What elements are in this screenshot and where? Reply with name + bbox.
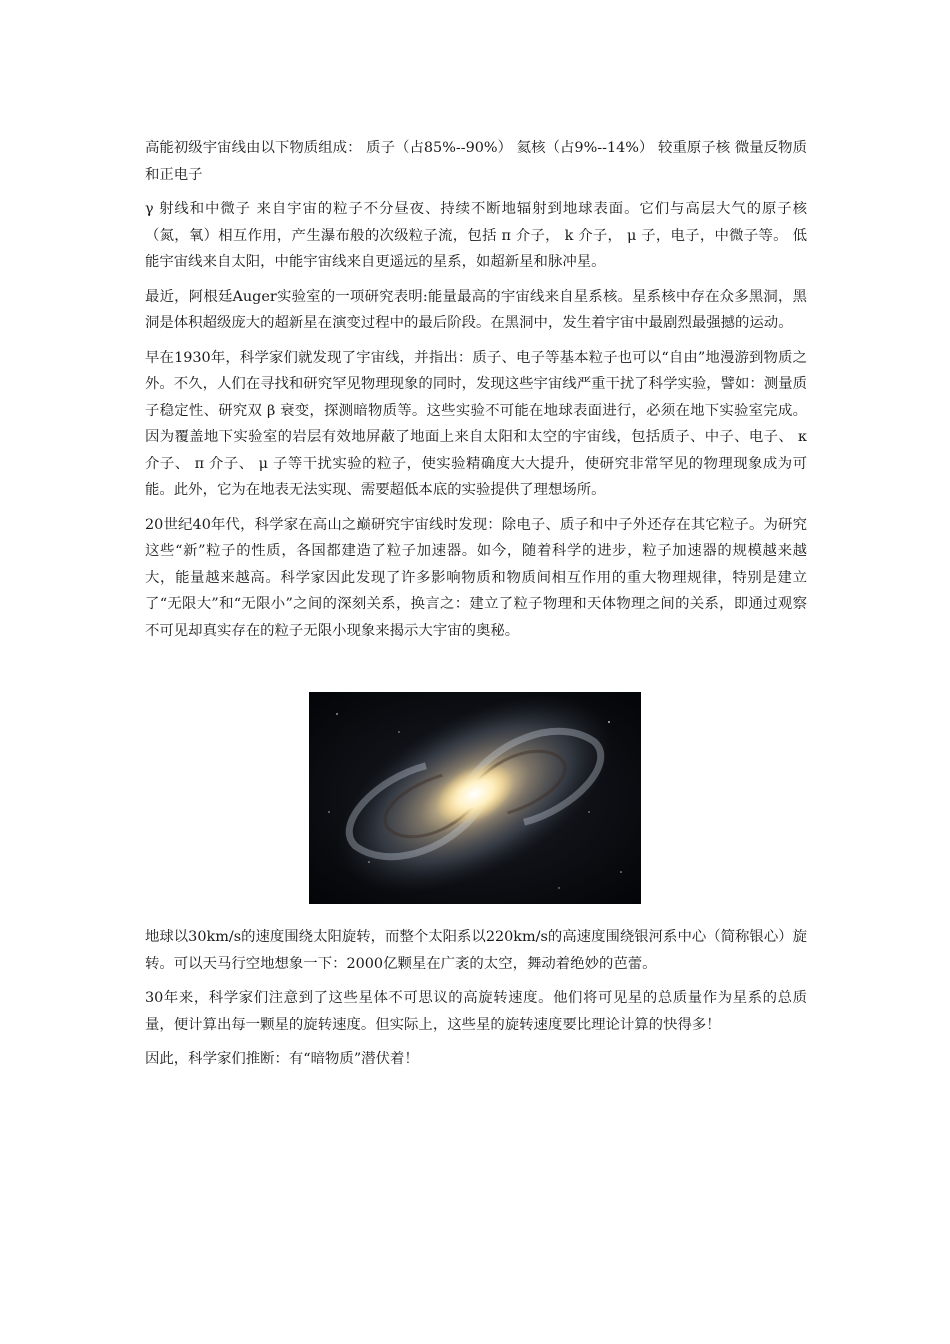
paragraph-rotation-speed: 30年来，科学家们注意到了这些星体不可思议的高旋转速度。他们将可见星的总质量作为星系的总质量，便计算出每一颗星的旋转速度。但实际上，这些星的旋转速度要比理论计算的快得多！: [145, 990, 807, 1033]
paragraph-dark-matter-conclusion: 因此，科学家们推断：有“暗物质”潜伏着！: [145, 1051, 419, 1067]
paragraph-gamma-neutrino: γ 射线和中微子 来自宇宙的粒子不分昼夜、持续不断地辐射到地球表面。它们与高层大气的原子核（氮，氧）相互作用，产生瀑布般的次级粒子流，包括 π 介子， k 介子， μ 子，电子，中微子等。 低能宇宙线来自太阳，中能宇宙线来自更遥远的星系，如超新星和脉冲星。: [145, 201, 807, 270]
paragraph-cosmic-ray-composition: 高能初级宇宙线由以下物质组成： 质子（占85%--90%） 氦核（占9%--14%） 较重原子核 微量反物质和正电子: [145, 140, 807, 183]
spiral-galaxy-image: [309, 692, 641, 904]
paragraph-solar-rotation: 地球以30km/s的速度围绕太阳旋转，而整个太阳系以220km/s的高速度围绕银河系中心（简称银心）旋转。可以天马行空地想象一下：2000亿颗星在广袤的太空，舞动着绝妙的芭蕾。: [145, 929, 807, 972]
paragraph-1940s-accelerators: 20世纪40年代，科学家在高山之巅研究宇宙线时发现：除电子、质子和中子外还存在其它粒子。为研究这些“新”粒子的性质，各国都建造了粒子加速器。如今，随着科学的进步，粒子加速器的规模越来越大，能量越来越高。科学家因此发现了许多影响物质和物质间相互作用的重大物理规律，特别是建立了“无限大”和“无限小”之间的深刻关系，换言之：建立了粒子物理和天体物理之间的关系，即通过观察不可见却真实存在的粒子无限小现象来揭示大宇宙的奥秘。: [145, 516, 807, 639]
paragraph-auger-lab: 最近，阿根廷Auger实验室的一项研究表明:能量最高的宇宙线来自星系核。星系核中存在众多黑洞，黑洞是体积超级庞大的超新星在演变过程中的最后阶段。在黑洞中，发生着宇宙中最剧烈最强撼的运动。: [145, 288, 807, 331]
document-body: [145, 135, 807, 1081]
paragraph-1930-discovery: 早在1930年，科学家们就发现了宇宙线，并指出：质子、电子等基本粒子也可以“自由”地漫游到物质之外。不久，人们在寻找和研究罕见物理现象的同时，发现这些宇宙线严重干扰了科学实验，譬如：测量质子稳定性、研究双 β 衰变，探测暗物质等。这些实验不可能在地球表面进行，必须在地下实验室完成。因为覆盖地下实验室的岩层有效地屏蔽了地面上来自太阳和太空的宇宙线，包括质子、中子、电子、 κ 介子、 π 介子、 μ 子等干扰实验的粒子，使实验精确度大大提升，使研究非常罕见的物理现象成为可能。此外，它为在地表无法实现、需要超低本底的实验提供了理想场所。: [145, 349, 807, 498]
